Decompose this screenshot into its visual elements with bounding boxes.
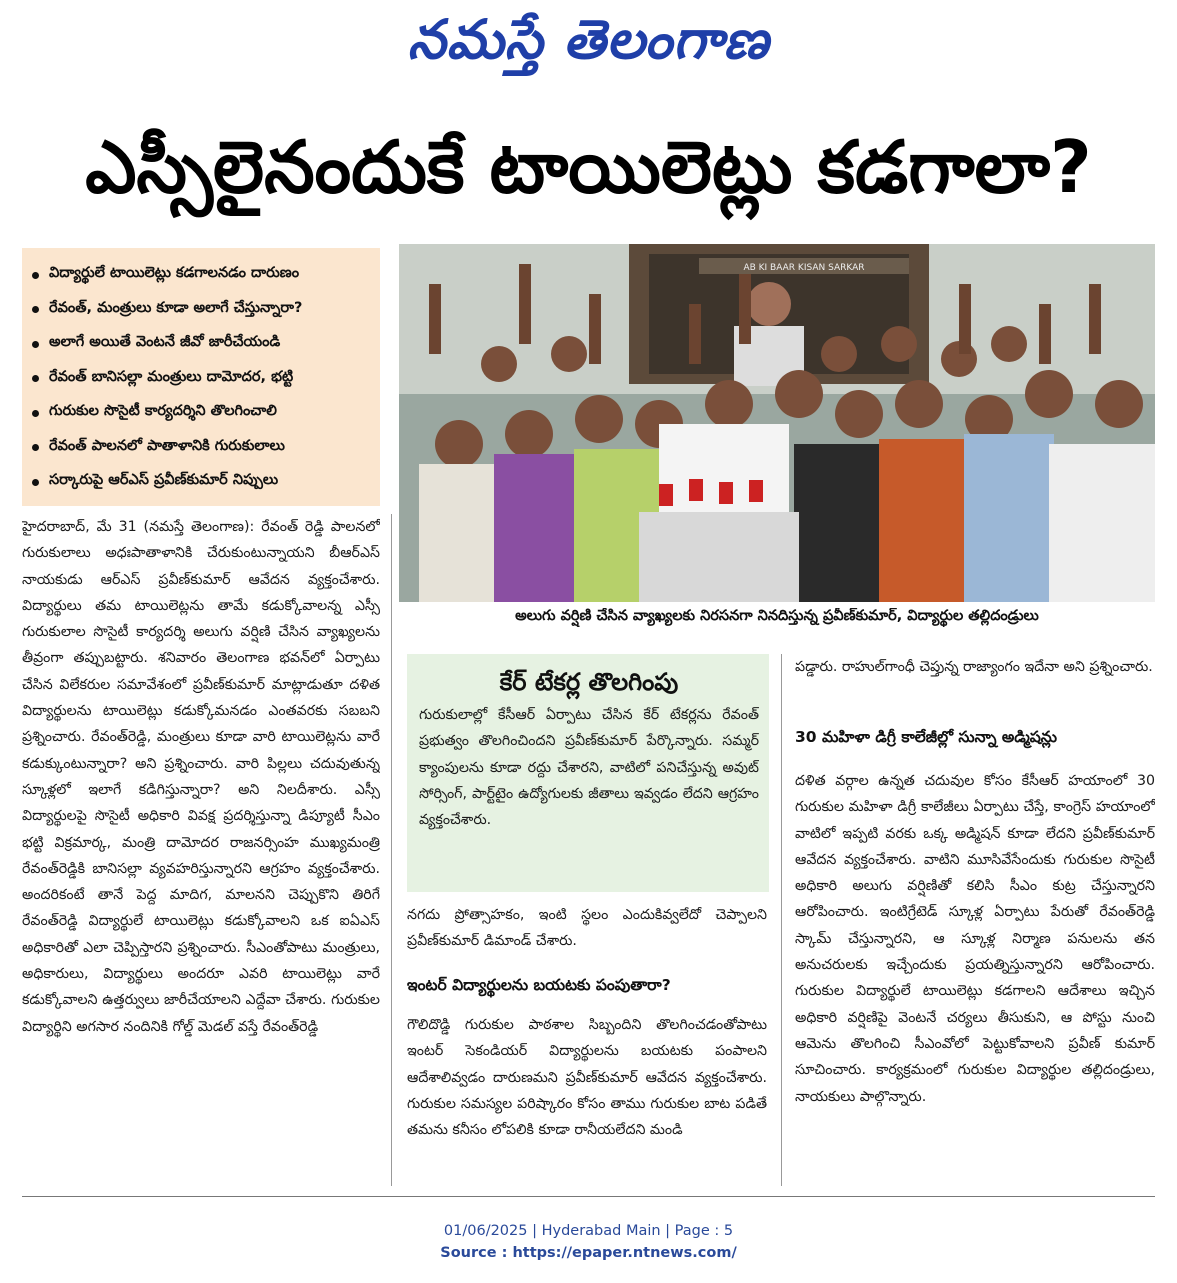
column-divider	[781, 654, 782, 1186]
page-footer	[0, 1220, 1177, 1264]
bullet-text: విద్యార్థులే టాయిలెట్లు కడగాలనడం దారుణం	[49, 265, 300, 282]
bullet-dot-icon	[32, 272, 39, 279]
footer-source-link[interactable]: Source : https://epaper.ntnews.com/	[440, 1245, 737, 1261]
footer-divider	[22, 1196, 1155, 1197]
bullet-text: గురుకుల సొసైటీ కార్యదర్శిని తొలగించాలి	[49, 403, 277, 420]
bullet-text: రేవంత్ పాలనలో పాతాళానికి గురుకులాలు	[49, 437, 285, 454]
subheading-inter-students: ఇంటర్ విద్యార్థులను బయటకు పంపుతారా?	[407, 976, 671, 994]
article-column-2-inter: గౌలిదొడ్డి గురుకుల పాఠశాల సిబ్బందిని తొలగించడంతోపాటు ఇంటర్ సెకండియర్ విద్యార్థులను బయటకు పంపాలని ఆదేశాలివ్వడం దారుణమని ప్రవీణ్‌కుమార్ ఆవేదన వ్యక్తంచేశారు. గురుకుల సమస్యల పరిష్కారం కోసం తాము గురుకుల బాట పడితే తమను కనీసం లోపలికి కూడా రానీయలేదని మండి	[407, 1017, 767, 1139]
bullet-text: అలాగే అయితే వెంటనే జీవో జారీచేయండి	[49, 334, 281, 351]
subheading-degree-colleges: 30 మహిళా డిగ్రీ కాలేజీల్లో సున్నా అడ్మిషన్లు	[795, 728, 1058, 746]
protest-photo-illustration	[399, 244, 1155, 602]
bullet-item	[32, 293, 372, 328]
sidebar-text: గురుకులాల్లో కేసీఆర్ ఏర్పాటు చేసిన కేర్ టేకర్లను రేవంత్ ప్రభుత్వం తొలగించిందని ప్రవీణ్‌కుమార్ పేర్కొన్నారు. సమ్మర్ క్యాంపులను కూడా రద్దు చేశారని, వాటిలో పనిచేస్తున్న అవుట్ సోర్సింగ్, పార్ట్‌టైం ఉద్యోగులకు జీతాలు ఇవ్వడం లేదని ఆగ్రహం వ్యక్తంచేశారు.	[419, 707, 759, 829]
bullet-item	[32, 431, 372, 466]
article-column-2-continuation: నగదు ప్రోత్సాహకం, ఇంటి స్థలం ఎందుకివ్వలేదో చెప్పాలని ప్రవీణ్‌కుమార్ డిమాండ్ చేశారు.	[407, 907, 767, 950]
bullet-dot-icon	[32, 479, 39, 486]
column-divider	[391, 514, 392, 1186]
bullet-text: రేవంత్ బానిసల్లా మంత్రులు దామోదర, భట్టి	[49, 368, 294, 385]
bullet-item	[32, 465, 372, 500]
bullet-dot-icon	[32, 444, 39, 451]
bullet-text: సర్కారుపై ఆర్ఎస్ ప్రవీణ్‌కుమార్ నిప్పులు	[49, 472, 279, 489]
masthead-logo: నమస్తే తెలంగాణ	[407, 8, 770, 71]
article-column-3-top: పడ్డారు. రాహుల్‌గాంధీ చెప్తున్న రాజ్యాంగం ఇదేనా అని ప్రశ్నించారు.	[795, 659, 1153, 675]
article-column-1: హైదరాబాద్, మే 31 (నమస్తే తెలంగాణ): రేవంత్ రెడ్డి పాలనలో గురుకులాలు అధఃపాతాళానికి చేరుకుంటున్నాయని బీఆర్ఎస్ నాయకుడు ఆర్ఎస్ ప్రవీణ్‌కుమార్ ఆవేదన వ్యక్తంచేశారు. విద్యార్థులు తమ టాయిలెట్లను తామే కడుక్కోవాలన్న ఎస్సీ గురుకులాల సొసైటీ కార్యదర్శి అలుగు వర్షిణి చేసిన వ్యాఖ్యలను తీవ్రంగా తప్పుబట్టారు. శనివారం తెలంగాణ భవన్‌లో ఏర్పాటు చేసిన విలేకరుల సమావేశంలో ప్రవీణ్‌కుమార్ మాట్లాడుతూ దళిత విద్యార్థులను టాయిలెట్లు కడుక్కోమనడం ఎంతవరకు సబబని ప్రశ్నించారు. రేవంత్‌రెడ్డి, మంత్రులు కూడా వారి టాయిలెట్లను వారే కడుక్కుంటున్నారా? అని ప్రశ్నించారు. వారి పిల్లలు చదువుతున్న స్కూళ్లలో ఇలాగే కడిగిస్తున్నారా? అని నిలదీశారు. ఎస్సీ విద్యార్థులపై సొసైటీ అధికారి వివక్ష ప్రదర్శిస్తున్నా డిప్యూటీ సీఎం భట్టి విక్రమార్క, మంత్రి దామోదర రాజనర్సింహ ముఖ్యమంత్రి రేవంత్‌రెడ్డికి బానిసల్లా వ్యవహరిస్తున్నారని ఆగ్రహం వ్యక్తంచేశారు. అందరికంటే తానే పెద్ద మాదిగ, మాలనని చెప్పుకొని తిరిగే రేవంత్‌రెడ్డి విద్యార్థులే టాయిలెట్లు కడుక్కోవాలని ఒక ఐఏఎస్ అధికారితో ఎలా చెప్పిస్తారని ప్రశ్నించారు. సీఎంతోపాటు మంత్రులు, అధికారులు, విద్యార్థులు అందరూ ఎవరి టాయిలెట్లు వారే కడుక్కోవాలని ఉత్తర్వులు జారీచేయాలని ఎద్దేవా చేశారు. గురుకుల విద్యార్థిని అగసార నందినికి గోల్డ్ మెడల్ వస్తే రేవంత్‌రెడ్డి	[22, 519, 380, 1035]
bullet-text: రేవంత్, మంత్రులు కూడా అలాగే చేస్తున్నారా?	[49, 299, 303, 316]
sidebar-title: కేర్ టేకర్ల తొలగింపు	[499, 668, 679, 696]
bullet-dot-icon	[32, 410, 39, 417]
footer-date-edition: 01/06/2025 | Hyderabad Main | Page : 5	[443, 1223, 734, 1239]
bullet-points-box	[22, 248, 380, 506]
article-column-3: దళిత వర్గాల ఉన్నత చదువుల కోసం కేసీఆర్ హయాంలో 30 గురుకుల మహిళా డిగ్రీ కాలేజీలు ఏర్పాటు చేస్తే, కాంగ్రెస్ హయాంలో వాటిలో ఇప్పటి వరకు ఒక్క అడ్మిషన్ కూడా లేదని ప్రవీణ్‌కుమార్ ఆవేదన వ్యక్తంచేశారు. వాటిని మూసివేసేందుకు గురుకుల సొసైటీ అధికారి అలుగు వర్షిణితో కలిసి సీఎం కుట్ర చేస్తున్నారని ఆరోపించారు. ఇంటిగ్రేటెడ్ స్కూళ్ల ఏర్పాటు పేరుతో రేవంత్‌రెడ్డి స్కామ్ చేస్తున్నారని, ఆ స్కూళ్ల నిర్మాణ పనులను తన అనుచరులకు ఇచ్చేందుకు ప్రయత్నిస్తున్నారని ఆరోపించారు. గురుకుల విద్యార్థులే టాయిలెట్లు కడగాలని ఆదేశాలు ఇచ్చిన అధికారి వర్షిణిపై వెంటనే చర్యలు తీసుకుని, ఆ పోస్టు నుంచి ఆమెను తొలగించి సీఎంవోలో పెట్టుకోవాలని ప్రవీణ్ కుమార్ సూచించారు. కార్యక్రమంలో గురుకుల విద్యార్థుల తల్లిదండ్రులు, నాయకులు పాల్గొన్నారు.	[795, 773, 1155, 1105]
page-headline: ఎస్సీలైనందుకే టాయిలెట్లు కడగాలా?	[85, 125, 1092, 209]
bullet-item	[32, 396, 372, 431]
bullet-dot-icon	[32, 375, 39, 382]
photo-caption: అలుగు వర్షిణి చేసిన వ్యాఖ్యలకు నిరసనగా నినదిస్తున్న ప్రవీణ్‌కుమార్, విద్యార్థుల తల్లిదండ్రులు	[515, 608, 1039, 624]
photo-banner-text: AB KI BAAR KISAN SARKAR	[743, 263, 865, 273]
bullet-item	[32, 327, 372, 362]
bullet-dot-icon	[32, 306, 39, 313]
bullet-item	[32, 362, 372, 397]
bullet-item	[32, 258, 372, 293]
news-photo	[399, 244, 1155, 602]
caretaker-sidebar-box	[407, 654, 769, 892]
bullet-dot-icon	[32, 341, 39, 348]
